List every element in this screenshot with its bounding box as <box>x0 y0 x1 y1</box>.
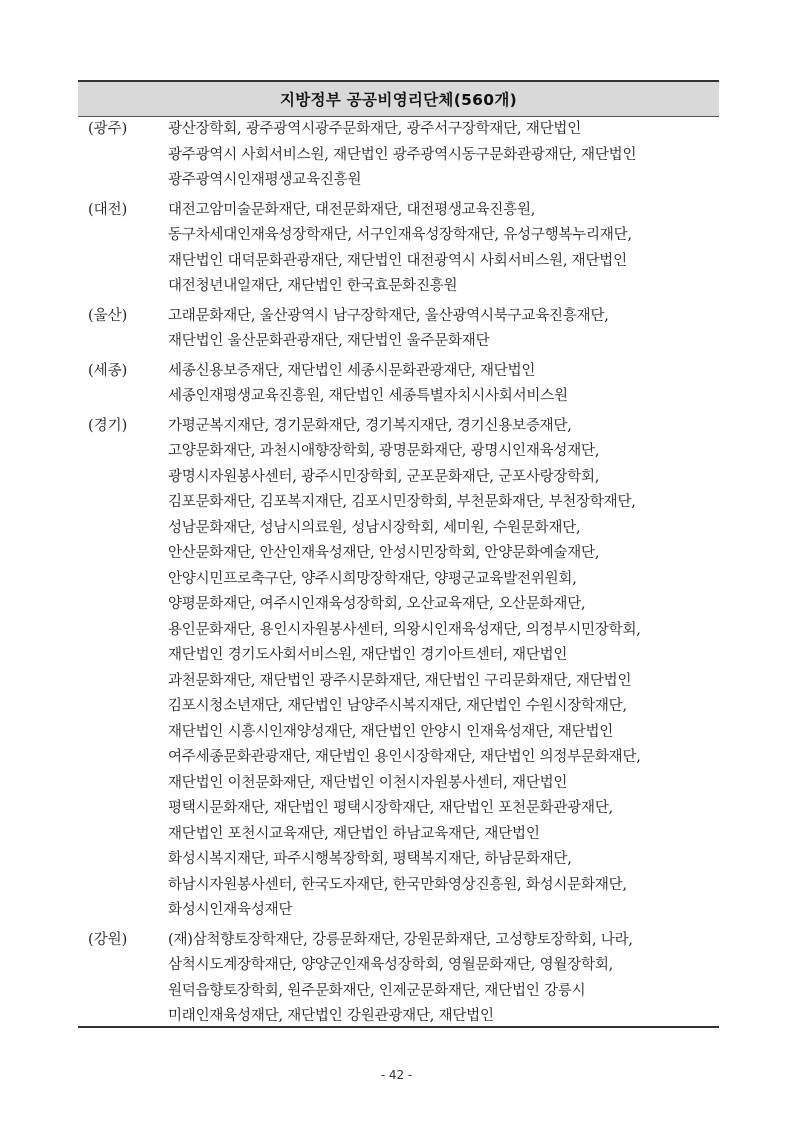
region-entries <box>168 414 719 924</box>
section-header <box>78 80 719 117</box>
region-entries <box>168 198 719 300</box>
entry-line: 용인문화재단, 용인시자원봉사센터, 의왕시인재육성재단, 의정부시민장학회, <box>168 621 641 638</box>
entry-line: 대전고암미술문화재단, 대전문화재단, 대전평생교육진흥원, <box>168 201 536 218</box>
bottom-rule <box>78 1026 719 1028</box>
entry-line: 세종신용보증재단, 재단법인 세종시문화관광재단, 재단법인 <box>168 362 536 379</box>
entry-line: 화성시복지재단, 파주시행복장학회, 평택복지재단, 하남문화재단, <box>168 851 572 867</box>
region-entries <box>168 359 719 410</box>
entry-line: 광산장학회, 광주광역시광주문화재단, 광주서구장학재단, 재단법인 <box>168 121 582 137</box>
region-row <box>78 304 719 355</box>
region-label: (대전) <box>88 201 128 218</box>
entry-line: 고양문화재단, 과천시애향장학회, 광명문화재단, 광명시인재육성재단, <box>168 443 600 459</box>
entry-line: 재단법인 시흥시인재양성재단, 재단법인 안양시 인재육성재단, 재단법인 <box>168 723 614 740</box>
region-label: (강원) <box>88 931 128 948</box>
region-row <box>78 359 719 410</box>
region-list <box>78 117 719 1034</box>
entry-line: 김포시청소년재단, 재단법인 남양주시복지재단, 재단법인 수원시장학재단, <box>168 698 627 714</box>
region-row <box>78 198 719 300</box>
entry-line: 안산문화재단, 안산인재육성재단, 안성시민장학회, 안양문화예술재단, <box>168 545 600 561</box>
region-entries <box>168 928 719 1030</box>
region-label: (울산) <box>88 307 128 324</box>
entry-line: (재)삼척향토장학재단, 강릉문화재단, 강원문화재단, 고성향토장학회, 나라, <box>168 931 633 948</box>
section-title: 지방정부 공공비영리단체(560개) <box>280 91 517 109</box>
region-row <box>78 117 719 194</box>
page-number: - 42 - <box>380 1068 413 1082</box>
entry-line: 동구차세대인재육성장학재단, 서구인재육성장학재단, 유성구행복누리재단, <box>168 227 632 243</box>
entry-line: 여주세종문화관광재단, 재단법인 용인시장학재단, 재단법인 의정부문화재단, <box>168 749 641 765</box>
entry-line: 김포문화재단, 김포복지재단, 김포시민장학회, 부천문화재단, 부천장학재단, <box>168 494 636 510</box>
region-entries <box>168 117 719 194</box>
entry-line: 하남시자원봉사센터, 한국도자재단, 한국만화영상진흥원, 화성시문화재단, <box>168 876 627 893</box>
entry-line: 화성시인재육성재단 <box>168 902 293 918</box>
entry-line: 재단법인 포천시교육재단, 재단법인 하남교육재단, 재단법인 <box>168 825 540 842</box>
entry-line: 대전청년내일재단, 재단법인 한국효문화진흥원 <box>168 278 458 294</box>
entry-line: 재단법인 이천문화재단, 재단법인 이천시자원봉사센터, 재단법인 <box>168 774 568 791</box>
entry-line: 광주광역시 사회서비스원, 재단법인 광주광역시동구문화관광재단, 재단법인 <box>168 146 637 163</box>
entry-line: 세종인재평생교육진흥원, 재단법인 세종특별자치시사회서비스원 <box>168 388 568 404</box>
entry-line: 성남문화재단, 성남시의료원, 성남시장학회, 세미원, 수원문화재단, <box>168 519 581 536</box>
entry-line: 원덕읍향토장학회, 원주문화재단, 인제군문화재단, 재단법인 강릉시 <box>168 982 586 999</box>
entry-line: 미래인재육성재단, 재단법인 강원관광재단, 재단법인 <box>168 1008 494 1024</box>
entry-line: 가평군복지재단, 경기문화재단, 경기복지재단, 경기신용보증재단, <box>168 417 572 434</box>
entry-line: 과천문화재단, 재단법인 광주시문화재단, 재단법인 구리문화재단, 재단법인 <box>168 672 632 689</box>
entry-line: 안양시민프로축구단, 양주시희망장학재단, 양평군교육발전위원회, <box>168 570 577 587</box>
entry-line: 재단법인 울산문화관광재단, 재단법인 울주문화재단 <box>168 333 490 349</box>
entry-line: 재단법인 경기도사회서비스원, 재단법인 경기아트센터, 재단법인 <box>168 647 568 663</box>
region-label: (광주) <box>88 121 128 137</box>
region-label: (세종) <box>88 362 128 379</box>
region-row <box>78 928 719 1030</box>
region-entries <box>168 304 719 355</box>
region-label: (경기) <box>88 417 128 434</box>
entry-line: 삼척시도계장학재단, 양양군인재육성장학회, 영월문화재단, 영월장학회, <box>168 957 614 973</box>
region-row <box>78 414 719 924</box>
entry-line: 평택시문화재단, 재단법인 평택시장학재단, 재단법인 포천문화관광재단, <box>168 800 614 816</box>
entry-line: 양평문화재단, 여주시인재육성장학회, 오산교육재단, 오산문화재단, <box>168 596 586 612</box>
entry-line: 광명시자원봉사센터, 광주시민장학회, 군포문화재단, 군포사랑장학회, <box>168 468 600 485</box>
entry-line: 재단법인 대덕문화관광재단, 재단법인 대전광역시 사회서비스원, 재단법인 <box>168 252 627 269</box>
entry-line: 고래문화재단, 울산광역시 남구장학재단, 울산광역시북구교육진흥재단, <box>168 307 609 324</box>
entry-line: 광주광역시인재평생교육진흥원 <box>168 172 362 188</box>
